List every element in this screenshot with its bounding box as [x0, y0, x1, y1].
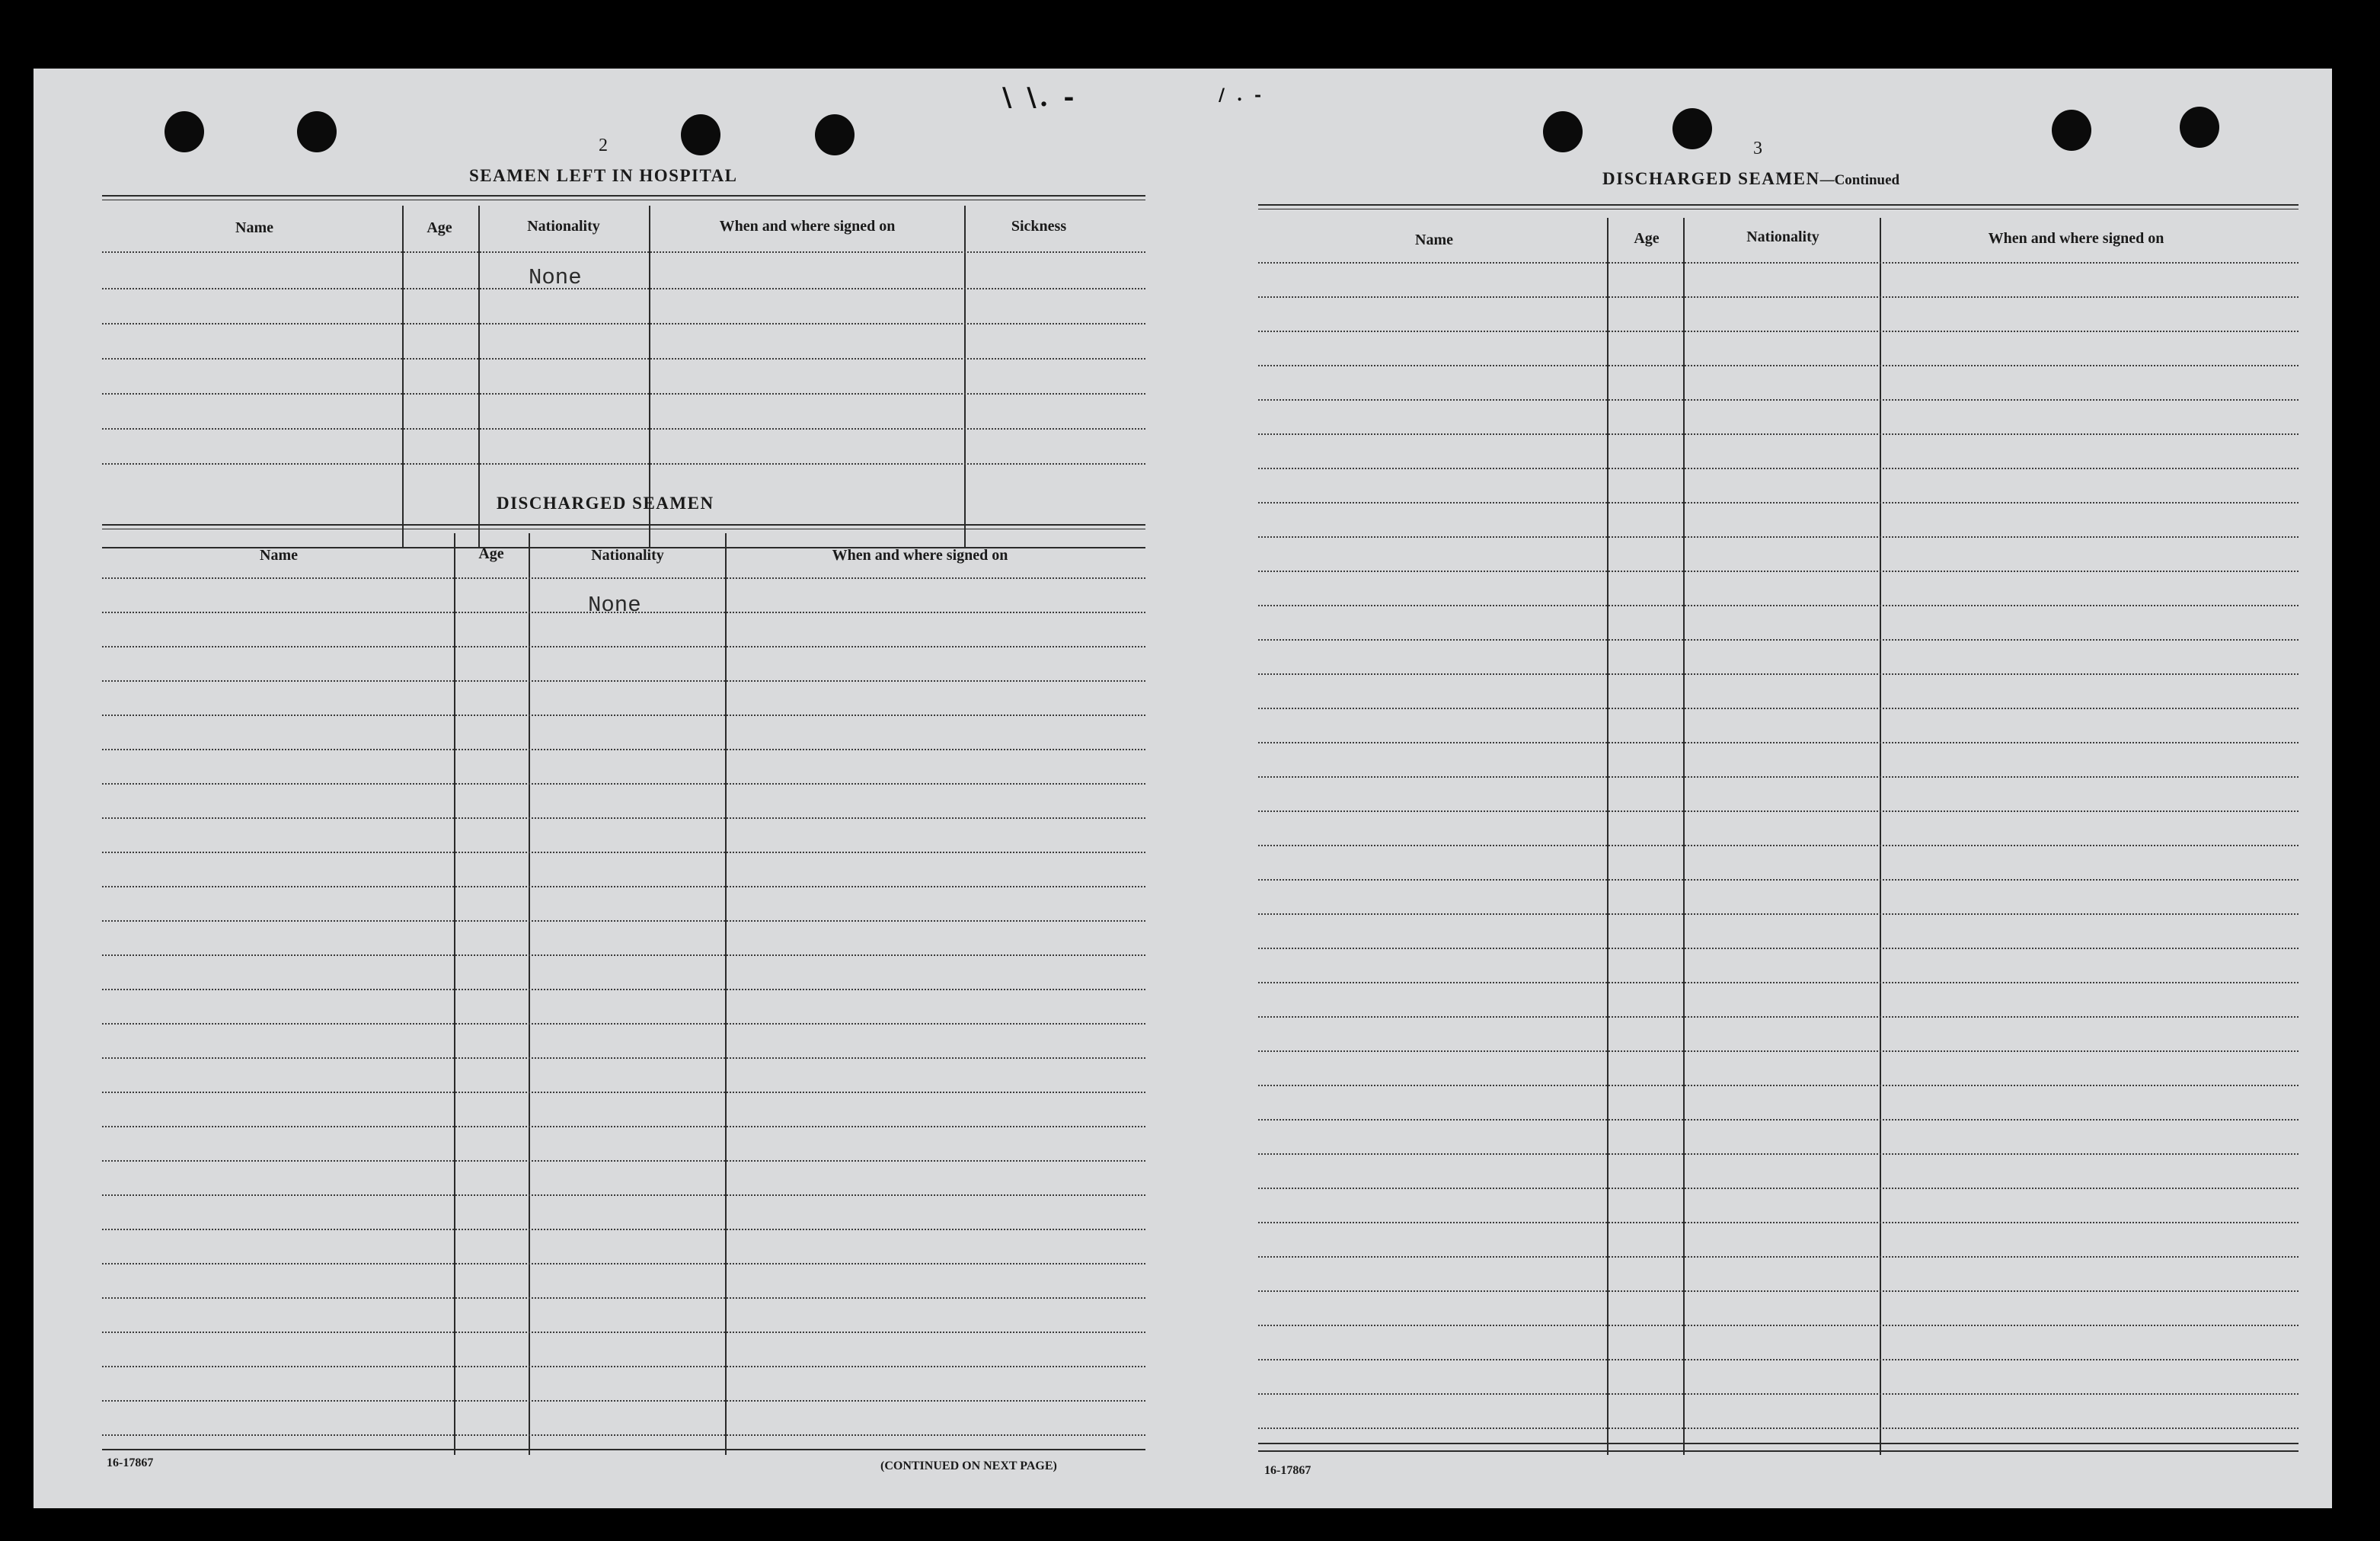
- row-rule: [1258, 1050, 2299, 1052]
- continued-note: (CONTINUED ON NEXT PAGE): [880, 1459, 1057, 1472]
- continued-rows: [1258, 262, 2299, 1455]
- row-rule: [1258, 1153, 2299, 1155]
- section-rule: [102, 524, 1145, 526]
- punch-hole: [2052, 110, 2091, 151]
- row-rule: [1258, 1325, 2299, 1326]
- row-rule: [102, 1229, 1145, 1230]
- punch-hole: [165, 111, 204, 152]
- discharged-continued-title: [1602, 169, 1899, 189]
- row-rule: [102, 1263, 1145, 1264]
- row-rule: [1258, 1290, 2299, 1292]
- row-rule: [1258, 742, 2299, 743]
- row-rule: [1258, 262, 2299, 264]
- row-rule: [1258, 571, 2299, 572]
- column-header-name: Name: [260, 547, 298, 564]
- row-rule: [102, 680, 1145, 682]
- hospital-section-title: SEAMEN LEFT IN HOSPITAL: [469, 166, 738, 185]
- page-number: 3: [1753, 139, 1762, 158]
- row-rule: [1258, 331, 2299, 332]
- row-rule: [102, 1126, 1145, 1127]
- column-header-age: Age: [478, 545, 504, 562]
- row-rule: [102, 715, 1145, 716]
- row-rule: [1258, 913, 2299, 915]
- title-text: DISCHARGED SEAMEN: [1602, 169, 1820, 188]
- discharged-entry-nationality: None: [588, 593, 641, 618]
- row-rule: [102, 1194, 1145, 1196]
- column-header-signed-on: When and where signed on: [719, 218, 896, 235]
- row-rule: [102, 288, 1145, 289]
- row-rule: [1258, 1016, 2299, 1018]
- row-rule: [1258, 1085, 2299, 1086]
- row-rule: [1258, 399, 2299, 401]
- section-rule: [1258, 204, 2299, 206]
- row-rule: [102, 428, 1145, 430]
- hospital-entry-nationality: None: [529, 265, 582, 290]
- row-rule: [102, 920, 1145, 922]
- row-rule: [102, 1400, 1145, 1402]
- row-rule: [102, 1092, 1145, 1093]
- column-header-age: Age: [426, 219, 452, 236]
- row-rule: [102, 577, 1145, 579]
- margin-mark: \ \. -: [1002, 82, 1078, 113]
- column-header-sickness: Sickness: [1011, 218, 1067, 235]
- row-rule: [1258, 433, 2299, 435]
- row-rule: [102, 783, 1145, 785]
- row-rule: [1258, 1359, 2299, 1360]
- title-suffix: —Continued: [1819, 172, 1900, 188]
- row-rule: [1258, 810, 2299, 812]
- column-header-nationality: Nationality: [1746, 229, 1819, 245]
- punch-hole: [1672, 108, 1712, 149]
- column-header-name: Name: [235, 219, 273, 236]
- table-bottom-rule: [102, 1449, 1145, 1450]
- column-header-age: Age: [1634, 230, 1660, 247]
- row-rule: [102, 1057, 1145, 1059]
- row-rule: [102, 358, 1145, 360]
- row-rule: [1258, 1393, 2299, 1395]
- row-rule: [1258, 639, 2299, 641]
- row-rule: [1258, 468, 2299, 469]
- row-rule: [102, 886, 1145, 887]
- punch-hole: [1543, 111, 1583, 152]
- row-rule: [1258, 708, 2299, 709]
- row-rule: [102, 1297, 1145, 1299]
- row-rule: [102, 1434, 1145, 1436]
- column-header-nationality: Nationality: [527, 218, 600, 235]
- row-rule: [1258, 536, 2299, 538]
- punch-hole: [297, 111, 337, 152]
- row-rule: [1258, 879, 2299, 881]
- form-number: 16-17867: [1264, 1464, 1311, 1477]
- row-rule: [102, 1160, 1145, 1162]
- table-bottom-rule: [1258, 1443, 2299, 1444]
- column-header-signed-on: When and where signed on: [832, 547, 1008, 564]
- row-rule: [1258, 502, 2299, 504]
- section-rule: [102, 195, 1145, 197]
- row-rule: [1258, 296, 2299, 298]
- row-rule: [102, 251, 1145, 253]
- row-rule: [102, 1366, 1145, 1367]
- column-header-name: Name: [1415, 232, 1453, 248]
- row-rule: [1258, 1256, 2299, 1258]
- column-header-nationality: Nationality: [591, 547, 664, 564]
- row-rule: [102, 989, 1145, 990]
- table-bottom-rule: [1258, 1450, 2299, 1452]
- discharged-section-title: DISCHARGED SEAMEN: [497, 494, 714, 513]
- row-rule: [1258, 845, 2299, 846]
- row-rule: [1258, 982, 2299, 983]
- row-rule: [1258, 673, 2299, 675]
- row-rule: [102, 749, 1145, 750]
- column-header-signed-on: When and where signed on: [1988, 230, 2164, 247]
- row-rule: [1258, 1119, 2299, 1121]
- row-rule: [1258, 365, 2299, 366]
- ledger-sheet: [34, 69, 2332, 1508]
- page-number: 2: [599, 136, 608, 155]
- punch-hole: [815, 114, 855, 155]
- row-rule: [102, 1332, 1145, 1333]
- row-rule: [102, 1023, 1145, 1025]
- punch-hole: [2180, 107, 2219, 148]
- punch-hole: [681, 114, 720, 155]
- row-rule: [1258, 1188, 2299, 1189]
- row-rule: [102, 393, 1145, 395]
- row-rule: [1258, 605, 2299, 606]
- row-rule: [1258, 948, 2299, 949]
- row-rule: [1258, 1222, 2299, 1223]
- row-rule: [102, 954, 1145, 956]
- row-rule: [102, 646, 1145, 647]
- margin-mark: / . -: [1219, 85, 1265, 105]
- row-rule: [1258, 776, 2299, 778]
- row-rule: [1258, 1428, 2299, 1429]
- row-rule: [102, 463, 1145, 465]
- discharged-rows: [102, 577, 1145, 1453]
- row-rule: [102, 852, 1145, 853]
- row-rule: [102, 817, 1145, 819]
- row-rule: [102, 323, 1145, 325]
- form-number: 16-17867: [107, 1456, 154, 1469]
